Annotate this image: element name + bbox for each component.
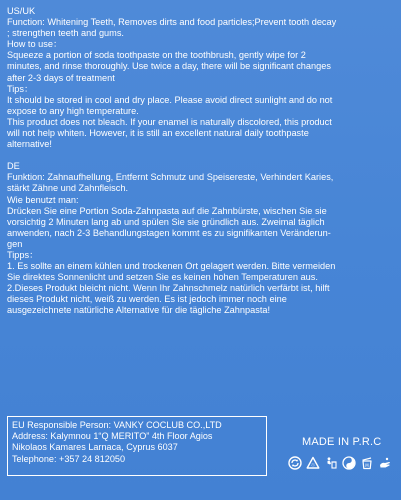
de-wie-line: anwenden, nach 2-3 Behandlungstagen kommt es zu signifikanten Veränderun-: [7, 227, 331, 238]
us-uk-tips-line: This product does not bleach. If your enamel is naturally discolored, this product: [7, 116, 332, 127]
us-uk-tips-line: It should be stored in cool and dry place. Please avoid direct sunlight and do not: [7, 94, 333, 105]
us-uk-howto-line: minutes, and rinse thoroughly. Use twice a day, there will be significant changes: [7, 61, 331, 72]
de-wie-line: vorsichtig 2 Minuten lang ab und spülen Sie sie gründlich aus. Zweimal täglich: [7, 216, 325, 227]
open-jar-icon: [360, 456, 374, 470]
de-tipps-line: 1. Es sollte an einem kühlen und trockenen Ort gelagert werden. Bitte vermeiden: [7, 261, 336, 272]
de-tipps-line: ausgezeichnete natürliche Alternative für die tägliche Zahnpasta!: [7, 305, 271, 316]
recycle-cycle-icon: [288, 456, 302, 470]
us-uk-tips-line: will not help whiten. However, it is still an excellent natural daily toothpaste: [7, 128, 309, 139]
certification-icons: [288, 455, 394, 471]
us-uk-howto-label: How to use：: [7, 39, 63, 50]
green-dot-icon: [342, 456, 356, 470]
us-uk-tips-line: alternative!: [7, 139, 52, 150]
us-uk-tips-line: expose to any high temperature.: [7, 105, 139, 116]
us-uk-howto-line: Squeeze a portion of soda toothpaste on the toothbrush, gently wipe for 2: [7, 50, 306, 61]
de-tipps-line: 2.Dieses Produkt bleicht nicht. Wenn Ihr Zahnschmelz natürlich verfärbt ist, hilft: [7, 283, 330, 294]
de-wie-label: Wie benutzt man:: [7, 194, 79, 205]
svg-text:♲: ♲: [310, 462, 316, 469]
de-wie-line: Drücken Sie eine Portion Soda-Zahnpasta auf die Zahnbürste, wischen Sie sie: [7, 205, 327, 216]
us-uk-function: Function: Whitening Teeth, Removes dirts and food particles;Prevent tooth decay: [7, 17, 337, 28]
de-tipps-line: dieses Produkt nicht, weiß zu werden. Es ist jedoch immer noch eine: [7, 294, 287, 305]
de-wie-line: gen: [7, 238, 23, 249]
eu-address-line: Address: Kalymnou 1“Q MERITO” 4th Floor Agios: [12, 431, 213, 442]
eu-responsible-box: [7, 416, 267, 476]
us-uk-heading: US/UK: [7, 6, 36, 16]
hand-wash-icon: [378, 456, 392, 470]
de-funktion-cont: stärkt Zähne und Zahnfleisch.: [7, 183, 129, 194]
us-uk-howto-line: after 2-3 days of treatment: [7, 72, 115, 83]
de-tipps-label: Tipps：: [7, 249, 39, 260]
eu-responsible-person: EU Responsible Person: VANKY COCLUB CO.,LTD: [12, 420, 222, 430]
eu-address-line: Nikolaos Kamares Larnaca, Cyprus 6037: [12, 442, 178, 453]
recycle-triangle-icon: [306, 456, 320, 470]
de-heading: DE: [7, 161, 20, 172]
svg-text:M: M: [365, 463, 369, 468]
eu-telephone: Telephone: +357 24 812050: [12, 453, 126, 464]
us-uk-tips-label: Tips：: [7, 83, 34, 94]
us-uk-function-cont: ; strengthen teeth and gums.: [7, 28, 124, 39]
made-in-label: MADE IN P.R.C: [302, 436, 382, 448]
section-gap: [7, 150, 397, 161]
label-text-block: [7, 6, 397, 317]
de-tipps-line: Sie direktes Sonnenlicht und setzen Sie es keinen hohen Temperaturen aus.: [7, 272, 318, 283]
dispose-bin-icon: [324, 456, 338, 470]
de-funktion: Funktion: Zahnaufhellung, Entfernt Schmutz und Speisereste, Verhindert Karies,: [7, 172, 334, 183]
